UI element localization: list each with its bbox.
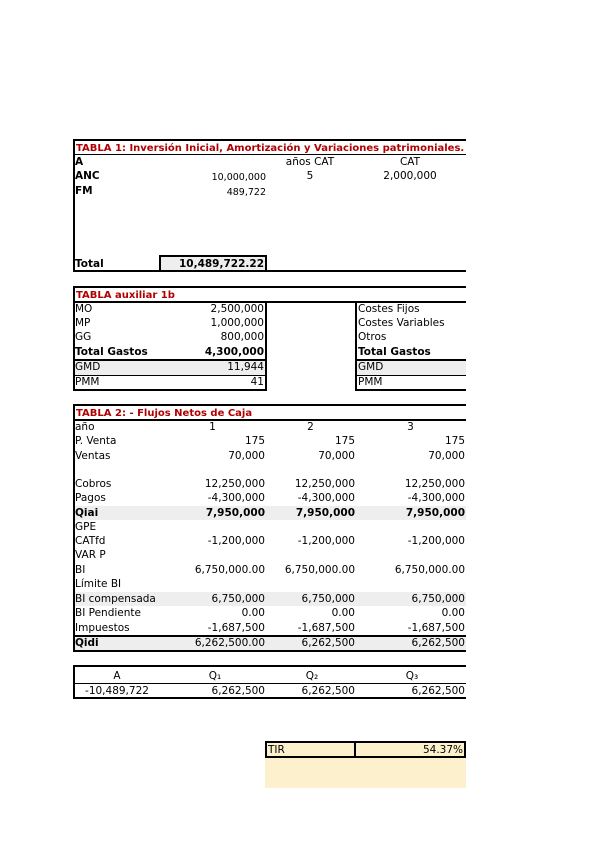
tir-right-border xyxy=(464,741,466,758)
t2-ventas-2: 70,000 xyxy=(318,450,355,462)
table-1b-title: TABLA auxiliar 1b xyxy=(76,290,175,301)
t2-ventas-1: 70,000 xyxy=(228,450,265,462)
t2-p-venta-3: 175 xyxy=(444,435,465,447)
t2-qidi-2: 6,262,500 xyxy=(301,637,355,649)
t2-pagos-2: -4,300,000 xyxy=(297,492,355,504)
table-1-title-divider xyxy=(73,154,466,155)
t1-fm-value: 489,722 xyxy=(226,187,266,198)
t2-bi-1: 6,750,000.00 xyxy=(194,564,265,576)
t1b-right-total-gastos: Total Gastos xyxy=(358,346,431,358)
t1b-right-costes-fijos: Costes Fijos xyxy=(358,303,420,315)
t1b-label-pmm: PMM xyxy=(75,376,100,388)
t1b-right-gmd: GMD xyxy=(358,361,384,373)
tir-label: TIR xyxy=(268,744,285,756)
t2-bi-compensada-3: 6,750,000 xyxy=(411,593,465,605)
t1-label-a: A xyxy=(75,156,84,168)
flows-summary-bottom-border xyxy=(73,697,466,699)
table-1b-bottom-right xyxy=(355,389,466,391)
t1b-label-mp: MP xyxy=(75,317,91,329)
t2-bi-pendiente-1: 0.00 xyxy=(241,607,265,619)
table-1b-top-border xyxy=(73,286,466,288)
t2-impuestos-1: -1,687,500 xyxy=(207,622,265,634)
tir-top-border xyxy=(265,741,466,743)
t2-bi-3: 6,750,000.00 xyxy=(394,564,465,576)
table-1b-mid-border xyxy=(265,301,267,390)
t2-label-ano: año xyxy=(75,421,95,433)
t2-label-cobros: Cobros xyxy=(75,478,112,490)
table-2-title: TABLA 2: - Flujos Netos de Caja xyxy=(76,408,253,419)
t2-label-bi-compensada: BI compensada xyxy=(75,593,156,605)
t2-qiai-1: 7,950,000 xyxy=(205,507,265,519)
t2-label-ventas: Ventas xyxy=(75,450,111,462)
t2-catfd-2: -1,200,000 xyxy=(297,535,355,547)
t1b-label-gmd: GMD xyxy=(75,361,101,373)
t1b-value-gg: 800,000 xyxy=(220,331,264,343)
t2-impuestos-3: -1,687,500 xyxy=(407,622,465,634)
t1b-label-gg: GG xyxy=(75,331,92,343)
t2-label-catfd: CATfd xyxy=(75,535,106,547)
t1-header-anos-cat: años CAT xyxy=(285,156,335,168)
t1-header-cat: CAT xyxy=(399,156,421,168)
t1b-value-total-gastos: 4,300,000 xyxy=(204,346,264,358)
t1-total-value: 10,489,722.22 xyxy=(178,258,264,270)
flows-header-q2: Q₂ xyxy=(305,670,319,682)
t2-ano-2: 2 xyxy=(307,421,314,433)
t2-qidi-3: 6,262,500 xyxy=(411,637,465,649)
flows-summary-divider xyxy=(73,683,466,684)
t2-qiai-2: 7,950,000 xyxy=(295,507,355,519)
t2-label-var-p: VAR P xyxy=(75,549,106,561)
t2-bi-pendiente-3: 0.00 xyxy=(441,607,465,619)
flows-header-q1: Q₁ xyxy=(208,670,222,682)
flows-value-q2: 6,262,500 xyxy=(301,685,355,697)
tir-mid-border xyxy=(354,741,356,758)
table-2-top-border xyxy=(73,404,466,406)
t1-label-fm: FM xyxy=(75,185,93,197)
t2-impuestos-2: -1,687,500 xyxy=(297,622,355,634)
t1b-value-mo: 2,500,000 xyxy=(210,303,264,315)
flows-value-q1: 6,262,500 xyxy=(211,685,265,697)
t2-qiai-3: 7,950,000 xyxy=(405,507,465,519)
table-1-top-border xyxy=(73,139,466,141)
t1-label-anc: ANC xyxy=(75,170,100,182)
t2-label-qiai: Qiai xyxy=(75,507,99,519)
t1b-right-otros: Otros xyxy=(358,331,387,343)
t1-anc-value: 10,000,000 xyxy=(211,172,266,183)
t2-label-pagos: Pagos xyxy=(75,492,106,504)
t2-cobros-3: 12,250,000 xyxy=(404,478,465,490)
t2-catfd-3: -1,200,000 xyxy=(407,535,465,547)
flows-value-q3: 6,262,500 xyxy=(411,685,465,697)
table-1-title: TABLA 1: Inversión Inicial, Amortización y Variaciones patrimoniales. xyxy=(76,143,465,154)
flows-header-q3: Q₃ xyxy=(405,670,419,682)
t2-ventas-3: 70,000 xyxy=(428,450,465,462)
t2-cobros-1: 12,250,000 xyxy=(204,478,265,490)
t2-catfd-1: -1,200,000 xyxy=(207,535,265,547)
flows-header-a: A xyxy=(113,670,121,682)
flows-value-a: -10,489,722 xyxy=(85,685,149,697)
t1b-right-pmm: PMM xyxy=(358,376,383,388)
tir-left-border xyxy=(265,741,267,758)
t2-ano-1: 1 xyxy=(209,421,216,433)
t1-anc-cat: 2,000,000 xyxy=(383,170,437,182)
table-1b-bottom-left xyxy=(73,389,267,391)
table-1-bottom-border xyxy=(73,270,466,272)
t2-label-impuestos: Impuestos xyxy=(75,622,130,634)
table-2-bottom-border xyxy=(73,650,466,652)
t2-label-qidi: Qidi xyxy=(75,637,99,649)
t2-bi-compensada-1: 6,750,000 xyxy=(211,593,265,605)
t1b-value-pmm: 41 xyxy=(250,376,264,388)
t2-pagos-3: -4,300,000 xyxy=(407,492,465,504)
t2-ano-3: 3 xyxy=(407,421,414,433)
table-1b-right-block-border xyxy=(355,301,357,390)
t2-cobros-2: 12,250,000 xyxy=(294,478,355,490)
t1-total-box-top xyxy=(159,255,267,257)
t2-bi-2: 6,750,000.00 xyxy=(284,564,355,576)
t2-label-p-venta: P. Venta xyxy=(75,435,117,447)
t2-qidi-1: 6,262,500.00 xyxy=(194,637,265,649)
t2-label-gpe: GPE xyxy=(75,521,97,533)
flows-summary-left-border xyxy=(73,665,75,699)
t2-bi-compensada-2: 6,750,000 xyxy=(301,593,355,605)
t1-total-label: Total xyxy=(75,258,104,270)
t2-label-bi-pendiente: BI Pendiente xyxy=(75,607,141,619)
t2-label-limite-bi: Límite BI xyxy=(75,578,122,590)
t1b-right-costes-variables: Costes Variables xyxy=(358,317,445,329)
t1b-label-total-gastos: Total Gastos xyxy=(75,346,148,358)
t1b-label-mo: MO xyxy=(75,303,93,315)
t1b-value-mp: 1,000,000 xyxy=(210,317,264,329)
t2-pagos-1: -4,300,000 xyxy=(207,492,265,504)
t2-label-bi: BI xyxy=(75,564,86,576)
t2-bi-pendiente-2: 0.00 xyxy=(331,607,355,619)
tir-value: 54.37% xyxy=(422,744,463,756)
t1b-value-gmd: 11,944 xyxy=(227,361,264,373)
t1-anc-anos: 5 xyxy=(306,170,314,182)
flows-summary-top-border xyxy=(73,665,466,667)
t2-p-venta-1: 175 xyxy=(244,435,265,447)
t2-p-venta-2: 175 xyxy=(334,435,355,447)
